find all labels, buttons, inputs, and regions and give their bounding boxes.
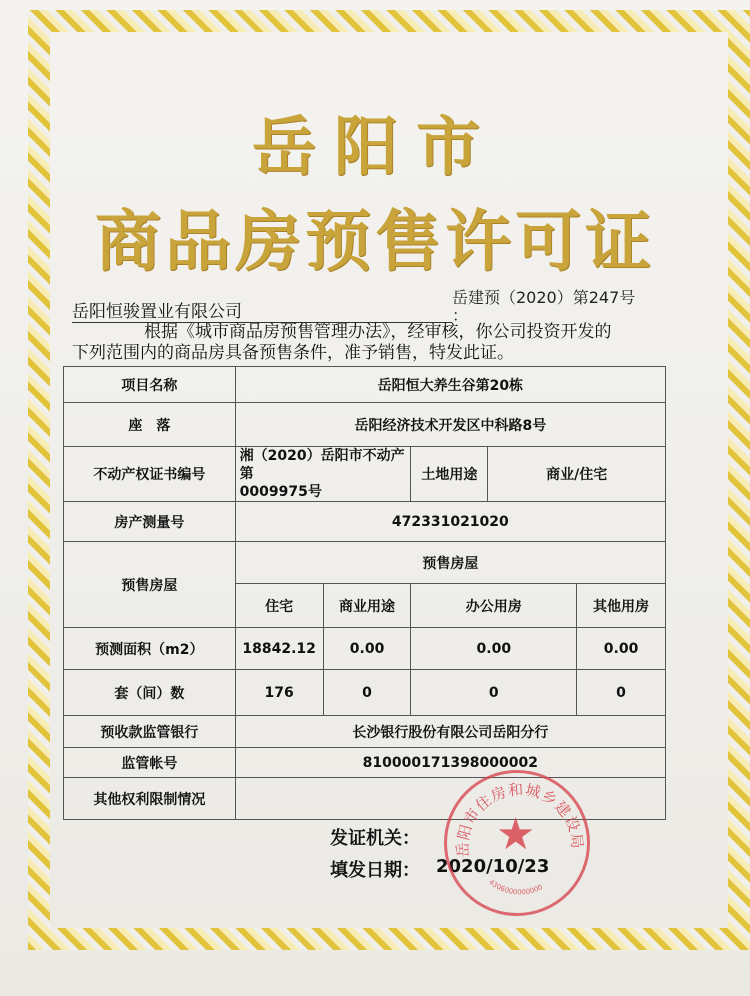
land-use-label: 土地用途: [411, 447, 488, 502]
table-row: [64, 367, 666, 403]
account-label: 监管帐号: [64, 748, 236, 778]
permit-number: 岳建预（2020）第247号: [452, 288, 636, 307]
units-commercial: 0: [323, 670, 411, 716]
issue-date-value: 2020/10/23: [436, 856, 550, 877]
property-cert-value-line1: 湘（2020）岳阳市不动产第: [239, 448, 405, 482]
company-colon: ：: [452, 306, 469, 325]
issue-date-label: 填发日期：: [330, 860, 420, 881]
presale-label: 预售房屋: [64, 542, 236, 628]
table-row: [64, 716, 666, 748]
area-commercial: 0.00: [323, 628, 411, 670]
location-label: 座 落: [64, 403, 236, 447]
seal-text: 岳阳市住房和城乡建设局: [453, 780, 587, 858]
issuing-authority-label: 发证机关：: [330, 828, 420, 849]
area-office: 0.00: [411, 628, 577, 670]
units-residential: 176: [235, 670, 323, 716]
units-other: 0: [577, 670, 666, 716]
survey-no-label: 房产测量号: [64, 502, 236, 542]
title-main: 商品房预售许可证: [95, 203, 655, 280]
table-row: [64, 502, 666, 542]
intro-paragraph: [72, 322, 672, 364]
location-value: 岳阳经济技术开发区中科路8号: [235, 403, 665, 447]
presale-header: 预售房屋: [235, 542, 665, 584]
property-cert-label: 不动产权证书编号: [64, 447, 236, 502]
bank-label: 预收款监管银行: [64, 716, 236, 748]
permit-table: [63, 366, 666, 820]
intro-line-1: 根据《城市商品房预售管理办法》，经审核，你公司投资开发的: [144, 322, 612, 342]
land-use-value: 商业/住宅: [488, 447, 666, 502]
intro-line-2: 下列范围内的商品房具备预售条件，准予销售，特发此证。: [72, 343, 514, 363]
units-office: 0: [411, 670, 577, 716]
official-seal: [444, 770, 590, 916]
project-name-label: 项目名称: [64, 367, 236, 403]
col-office: 办公用房: [411, 584, 577, 628]
seal-code: 4306000000000: [487, 878, 544, 897]
col-other: 其他用房: [577, 584, 666, 628]
table-row: [64, 403, 666, 447]
area-residential: 18842.12: [235, 628, 323, 670]
company-name: 岳阳恒骏置业有限公司: [72, 297, 452, 323]
col-residential: 住宅: [235, 584, 323, 628]
table-row: [64, 542, 666, 584]
table-row: [64, 670, 666, 716]
table-row: [64, 628, 666, 670]
property-cert-value-line2: 0009975号: [239, 484, 322, 500]
project-name-value: 岳阳恒大养生谷第20栋: [235, 367, 665, 403]
other-rights-label: 其他权利限制情况: [64, 778, 236, 820]
survey-no-value: 472331021020: [235, 502, 665, 542]
bank-value: 长沙银行股份有限公司岳阳分行: [235, 716, 665, 748]
col-commercial: 商业用途: [323, 584, 411, 628]
table-row: [64, 447, 666, 502]
units-label: 套（间）数: [64, 670, 236, 716]
property-cert-value: [235, 447, 411, 502]
area-label: 预测面积（m2）: [64, 628, 236, 670]
star-icon: ★: [496, 809, 536, 860]
area-other: 0.00: [577, 628, 666, 670]
title-city: 岳阳市: [252, 111, 498, 185]
account-value: 810000171398000002: [235, 748, 665, 778]
